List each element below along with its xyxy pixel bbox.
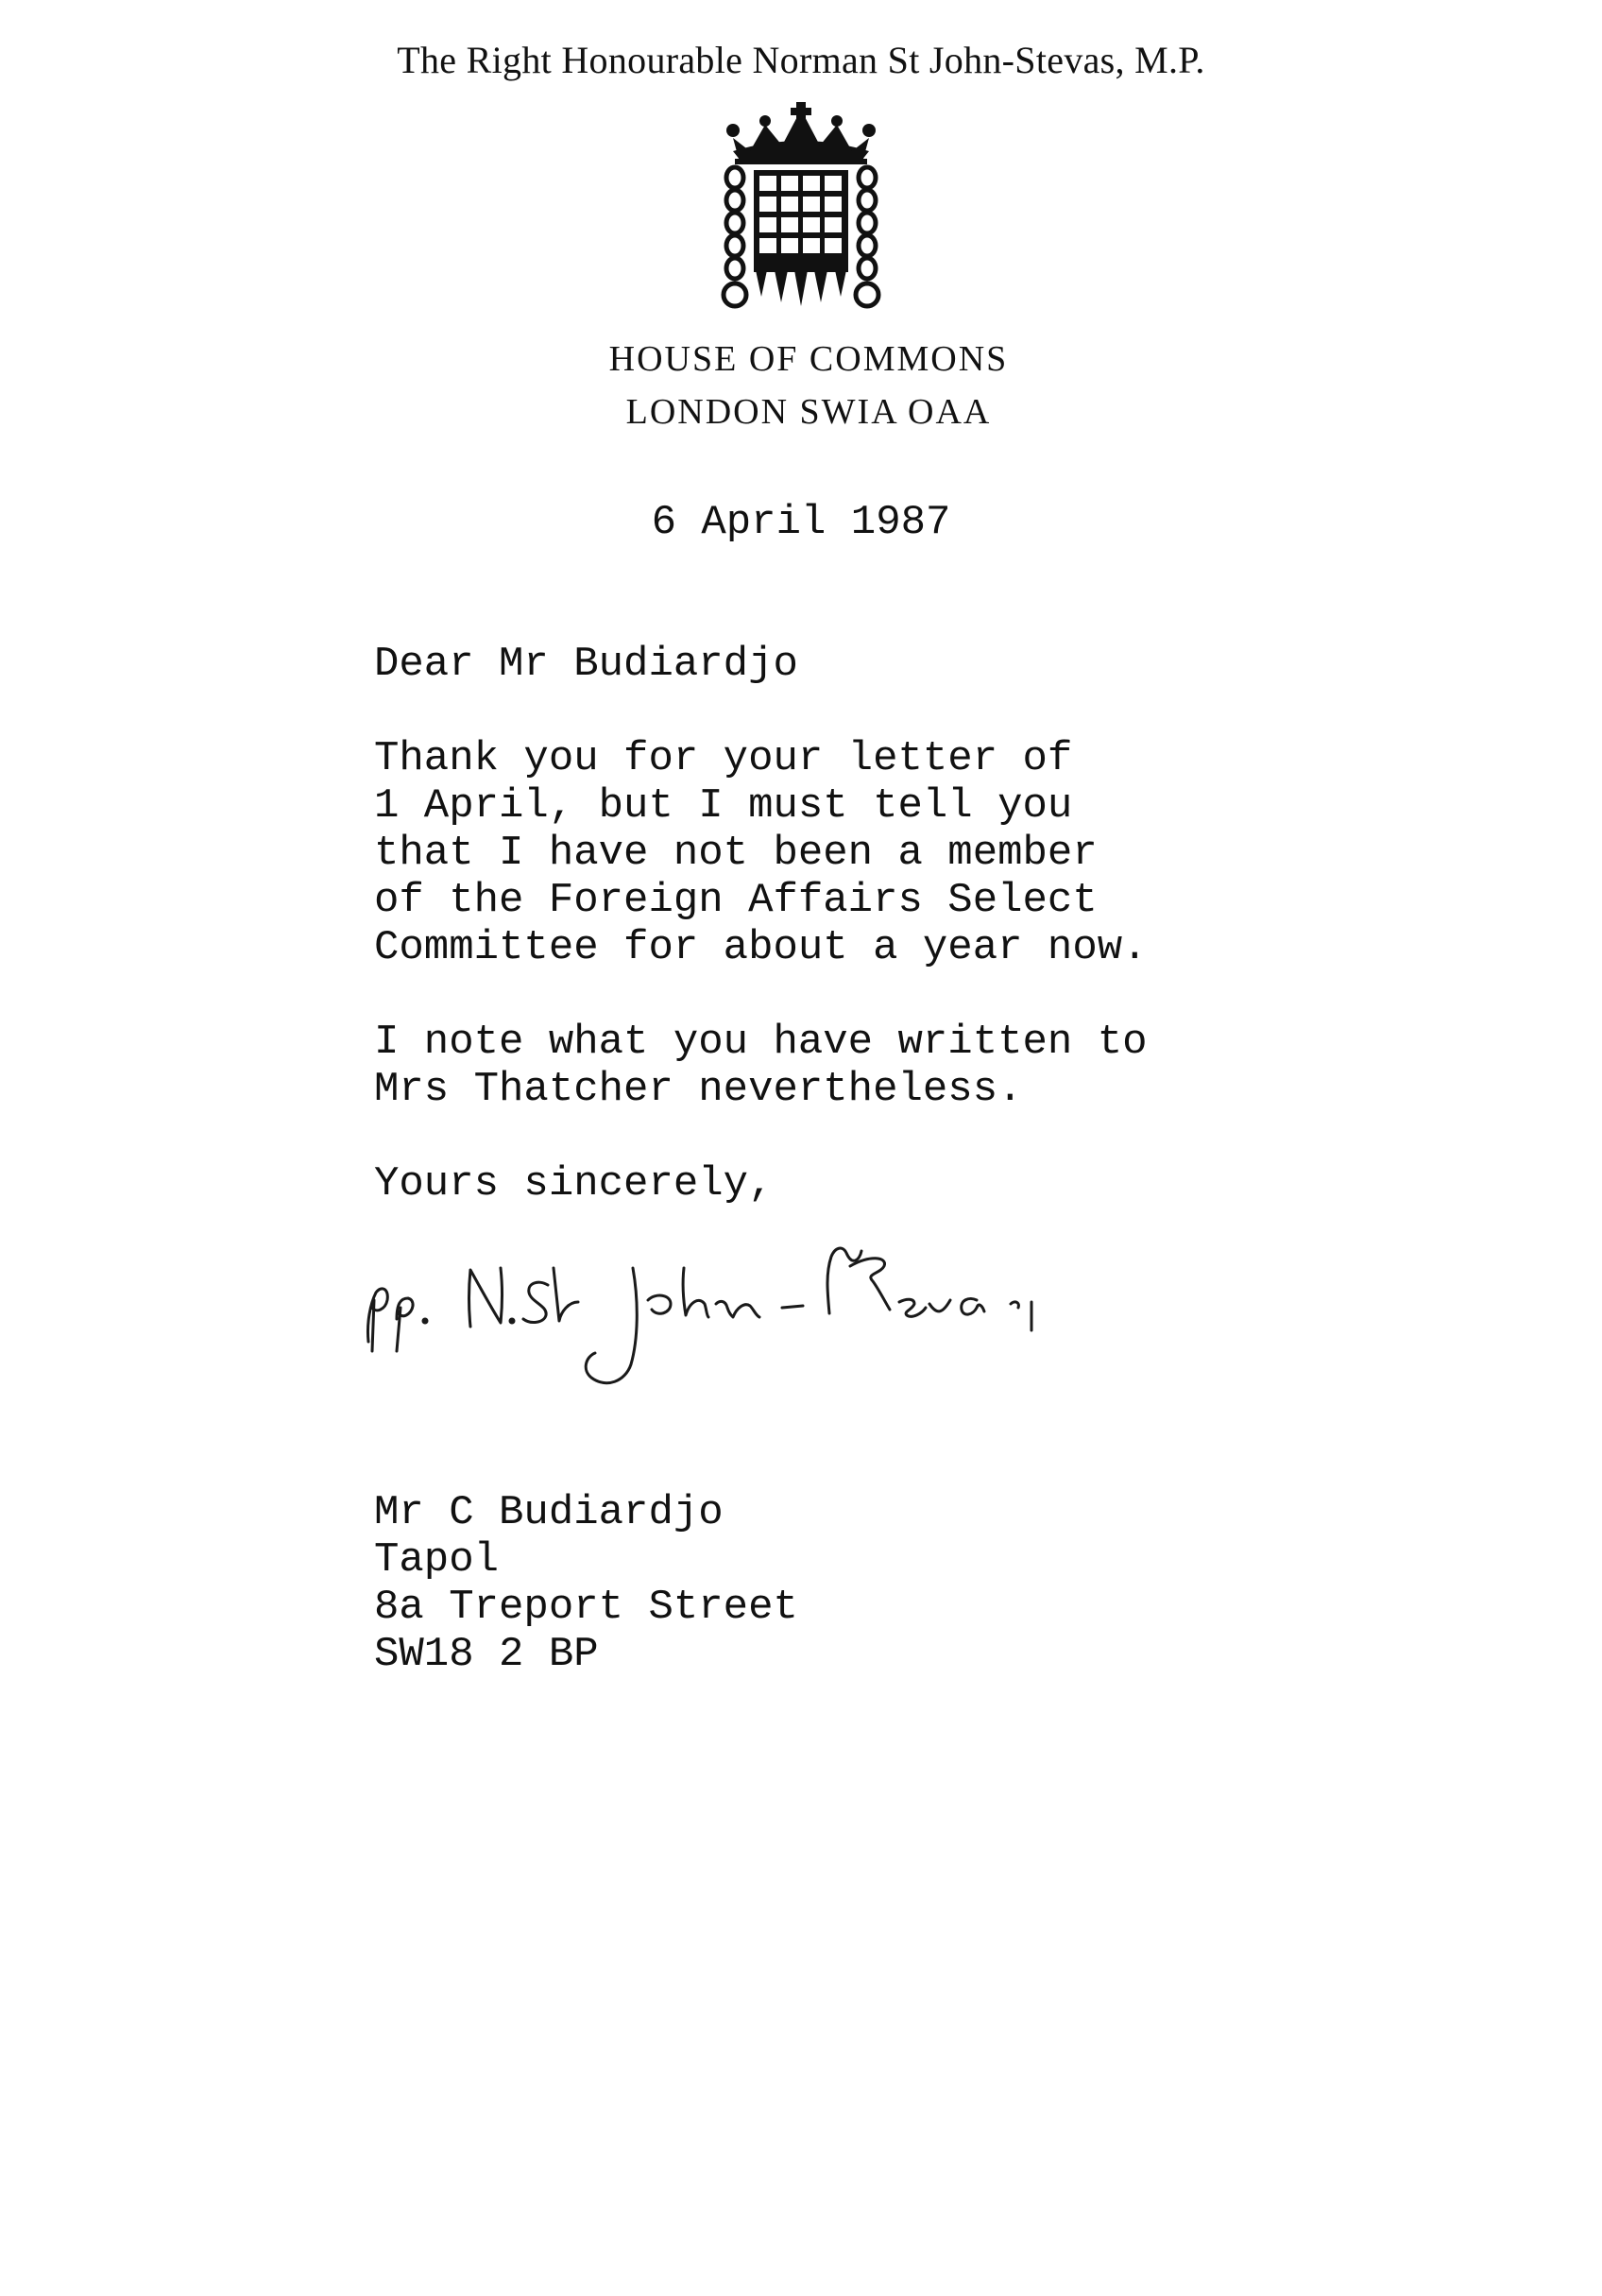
institution-name: HOUSE OF COMMONS bbox=[608, 339, 1009, 379]
sender-name: The Right Honourable Norman St John-Stevas, M.P. bbox=[397, 39, 1205, 81]
institution-address: LONDON SWIA OAA bbox=[625, 392, 992, 432]
body-paragraph-2: I note what you have written to Mrs Thatcher nevertheless. bbox=[374, 1019, 1148, 1113]
signature bbox=[359, 1209, 1152, 1398]
portcullis-icon bbox=[712, 102, 890, 321]
letter-date: 6 April 1987 bbox=[651, 499, 951, 546]
body-paragraph-1: Thank you for your letter of 1 April, but I must tell you that I have not been a member of the Foreign Affairs Select Committee for about a year now. bbox=[374, 735, 1148, 971]
recipient-address: Mr C Budiardjo Tapol 8a Treport Street SW18 2 BP bbox=[374, 1489, 798, 1678]
salutation: Dear Mr Budiardjo bbox=[374, 641, 798, 688]
closing: Yours sincerely, bbox=[374, 1160, 774, 1208]
